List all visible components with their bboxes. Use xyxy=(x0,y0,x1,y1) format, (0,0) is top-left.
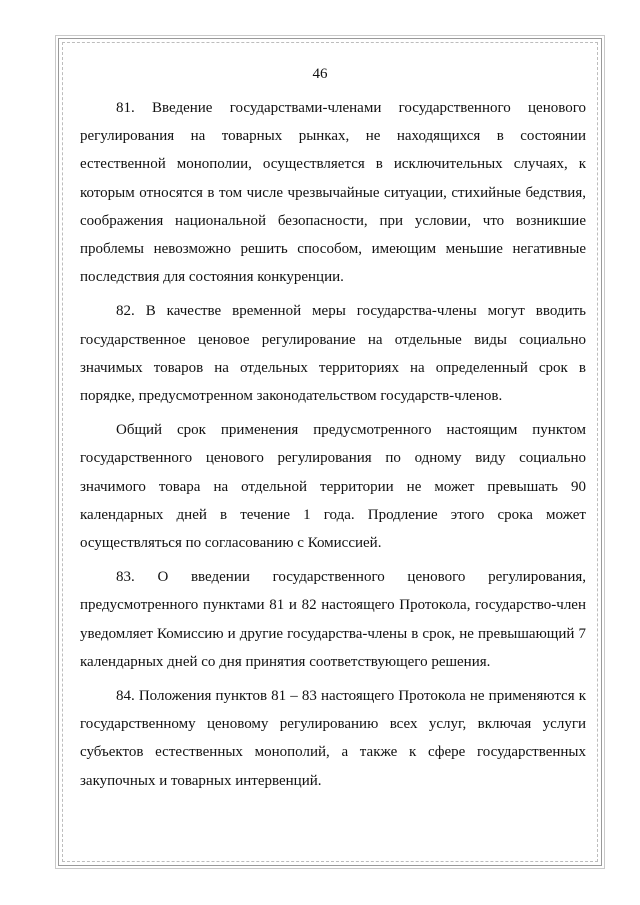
paragraph-82-term: Общий срок применения предусмотренного настоящим пунктом государственного ценового регулирования по одному виду социально значимого товара на отдельной территории не может превышать 90 календарных дней в течение 1 года. Продление этого срока может осуществляться по согласованию с Комиссией. xyxy=(80,422,586,552)
document-body xyxy=(80,94,586,801)
page-number: 46 xyxy=(312,66,328,82)
paragraph-84: 84. Положения пунктов 81 – 83 настоящего Протокола не применяются к государственному ценовому регулированию всех услуг, включая услуги субъектов естественных монополий, а также к сфере государственных закупочных и товарных интервенций. xyxy=(80,688,586,789)
paragraph-83: 83. О введении государственного ценового регулирования, предусмотренного пунктами 81 и 82 настоящего Протокола, государство-член уведомляет Комиссию и другие государства-члены в срок, не превышающий 7 календарных дней со дня принятия соответствующего решения. xyxy=(80,569,586,670)
paragraph-82: 82. В качестве временной меры государства-члены могут вводить государственное ценовое регулирование на отдельные виды социально значимых товаров на отдельных территориях на определенный срок в порядке, предусмотренном законодательством государств-членов. xyxy=(80,303,586,405)
paragraph-81: 81. Введение государствами-членами государственного ценового регулирования на товарных рынках, не находящихся в состоянии естественной монополии, осуществляется в исключительных случаях, к которым относятся в том числе чрезвычайные ситуации, стихийные бедствия, соображения национальной безопасности, при условии, что возникшие проблемы невозможно решить способом, имеющим меньшие негативные последствия для состояния конкуренции. xyxy=(80,100,586,286)
